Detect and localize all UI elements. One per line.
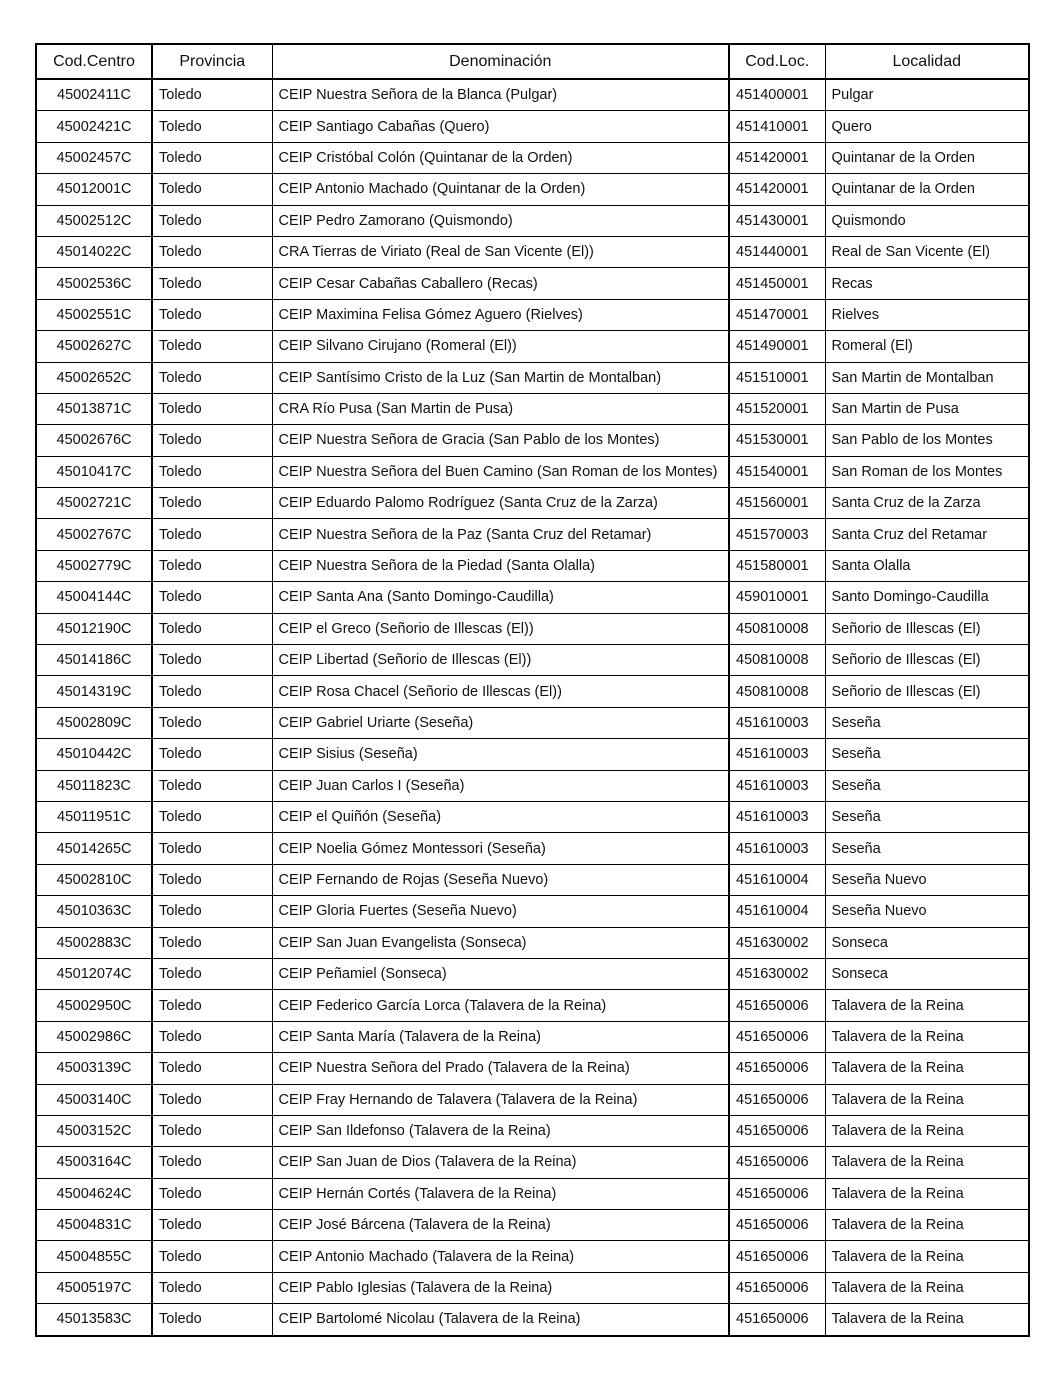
cod-centro-cell: 45002779C bbox=[36, 550, 152, 581]
cod-centro-cell: 45002652C bbox=[36, 362, 152, 393]
cod-loc-cell: 451510001 bbox=[729, 362, 825, 393]
denominacion-cell: CEIP Pablo Iglesias (Talavera de la Reina) bbox=[272, 1272, 729, 1303]
cod-loc-cell: 459010001 bbox=[729, 582, 825, 613]
localidad-cell: Seseña bbox=[825, 770, 1029, 801]
header-cod-loc: Cod.Loc. bbox=[729, 44, 825, 79]
localidad-cell: Señorio de Illescas (El) bbox=[825, 676, 1029, 707]
localidad-cell: Quero bbox=[825, 111, 1029, 142]
cod-centro-cell: 45012190C bbox=[36, 613, 152, 644]
denominacion-cell: CEIP Nuestra Señora del Buen Camino (San Roman de los Montes) bbox=[272, 456, 729, 487]
denominacion-cell: CEIP Pedro Zamorano (Quismondo) bbox=[272, 205, 729, 236]
localidad-cell: Santa Olalla bbox=[825, 550, 1029, 581]
cod-centro-cell: 45012001C bbox=[36, 174, 152, 205]
provincia-cell: Toledo bbox=[152, 864, 272, 895]
provincia-cell: Toledo bbox=[152, 519, 272, 550]
provincia-cell: Toledo bbox=[152, 676, 272, 707]
cod-loc-cell: 451650006 bbox=[729, 1210, 825, 1241]
table-row bbox=[36, 1115, 1029, 1146]
provincia-cell: Toledo bbox=[152, 707, 272, 738]
denominacion-cell: CEIP Fray Hernando de Talavera (Talavera de la Reina) bbox=[272, 1084, 729, 1115]
denominacion-cell: CEIP Antonio Machado (Quintanar de la Orden) bbox=[272, 174, 729, 205]
cod-loc-cell: 451650006 bbox=[729, 1178, 825, 1209]
denominacion-cell: CEIP Peñamiel (Sonseca) bbox=[272, 958, 729, 989]
localidad-cell: Quintanar de la Orden bbox=[825, 142, 1029, 173]
cod-loc-cell: 451440001 bbox=[729, 236, 825, 267]
provincia-cell: Toledo bbox=[152, 174, 272, 205]
denominacion-cell: CEIP Santiago Cabañas (Quero) bbox=[272, 111, 729, 142]
provincia-cell: Toledo bbox=[152, 393, 272, 424]
provincia-cell: Toledo bbox=[152, 1021, 272, 1052]
cod-loc-cell: 451490001 bbox=[729, 331, 825, 362]
cod-centro-cell: 45010417C bbox=[36, 456, 152, 487]
localidad-cell: Sonseca bbox=[825, 958, 1029, 989]
denominacion-cell: CEIP el Quiñón (Seseña) bbox=[272, 801, 729, 832]
denominacion-cell: CRA Tierras de Viriato (Real de San Vicente (El)) bbox=[272, 236, 729, 267]
schools-table bbox=[35, 43, 1030, 1337]
localidad-cell: Santa Cruz del Retamar bbox=[825, 519, 1029, 550]
cod-centro-cell: 45002950C bbox=[36, 990, 152, 1021]
cod-loc-cell: 451610003 bbox=[729, 770, 825, 801]
table-row bbox=[36, 268, 1029, 299]
table-row bbox=[36, 1147, 1029, 1178]
cod-centro-cell: 45002536C bbox=[36, 268, 152, 299]
denominacion-cell: CEIP Santísimo Cristo de la Luz (San Martin de Montalban) bbox=[272, 362, 729, 393]
provincia-cell: Toledo bbox=[152, 582, 272, 613]
cod-loc-cell: 451650006 bbox=[729, 1241, 825, 1272]
cod-loc-cell: 451610003 bbox=[729, 833, 825, 864]
cod-loc-cell: 451650006 bbox=[729, 1021, 825, 1052]
denominacion-cell: CEIP Eduardo Palomo Rodríguez (Santa Cruz de la Zarza) bbox=[272, 488, 729, 519]
provincia-cell: Toledo bbox=[152, 896, 272, 927]
localidad-cell: Sonseca bbox=[825, 927, 1029, 958]
table-row bbox=[36, 645, 1029, 676]
table-row bbox=[36, 1210, 1029, 1241]
denominacion-cell: CEIP San Juan de Dios (Talavera de la Reina) bbox=[272, 1147, 729, 1178]
table-row bbox=[36, 362, 1029, 393]
cod-loc-cell: 451470001 bbox=[729, 299, 825, 330]
localidad-cell: Señorio de Illescas (El) bbox=[825, 645, 1029, 676]
localidad-cell: Talavera de la Reina bbox=[825, 1053, 1029, 1084]
table-row bbox=[36, 519, 1029, 550]
cod-centro-cell: 45003139C bbox=[36, 1053, 152, 1084]
provincia-cell: Toledo bbox=[152, 550, 272, 581]
denominacion-cell: CEIP Noelia Gómez Montessori (Seseña) bbox=[272, 833, 729, 864]
provincia-cell: Toledo bbox=[152, 331, 272, 362]
localidad-cell: Talavera de la Reina bbox=[825, 990, 1029, 1021]
provincia-cell: Toledo bbox=[152, 1178, 272, 1209]
table-row bbox=[36, 990, 1029, 1021]
cod-centro-cell: 45002883C bbox=[36, 927, 152, 958]
localidad-cell: San Roman de los Montes bbox=[825, 456, 1029, 487]
cod-centro-cell: 45002411C bbox=[36, 79, 152, 111]
cod-loc-cell: 451650006 bbox=[729, 1272, 825, 1303]
denominacion-cell: CEIP Nuestra Señora de la Paz (Santa Cruz del Retamar) bbox=[272, 519, 729, 550]
table-row bbox=[36, 205, 1029, 236]
table-row bbox=[36, 488, 1029, 519]
table-row bbox=[36, 864, 1029, 895]
table-row bbox=[36, 331, 1029, 362]
localidad-cell: Seseña bbox=[825, 739, 1029, 770]
cod-loc-cell: 451580001 bbox=[729, 550, 825, 581]
denominacion-cell: CEIP Silvano Cirujano (Romeral (El)) bbox=[272, 331, 729, 362]
table-row bbox=[36, 1021, 1029, 1052]
table-row bbox=[36, 676, 1029, 707]
provincia-cell: Toledo bbox=[152, 1115, 272, 1146]
cod-loc-cell: 450810008 bbox=[729, 613, 825, 644]
provincia-cell: Toledo bbox=[152, 1053, 272, 1084]
cod-centro-cell: 45013871C bbox=[36, 393, 152, 424]
localidad-cell: Talavera de la Reina bbox=[825, 1115, 1029, 1146]
denominacion-cell: CEIP San Ildefonso (Talavera de la Reina) bbox=[272, 1115, 729, 1146]
provincia-cell: Toledo bbox=[152, 958, 272, 989]
cod-centro-cell: 45004144C bbox=[36, 582, 152, 613]
denominacion-cell: CEIP Cristóbal Colón (Quintanar de la Orden) bbox=[272, 142, 729, 173]
cod-centro-cell: 45005197C bbox=[36, 1272, 152, 1303]
cod-loc-cell: 451630002 bbox=[729, 927, 825, 958]
cod-centro-cell: 45002551C bbox=[36, 299, 152, 330]
localidad-cell: Seseña Nuevo bbox=[825, 864, 1029, 895]
localidad-cell: Seseña bbox=[825, 833, 1029, 864]
table-header bbox=[36, 44, 1029, 79]
provincia-cell: Toledo bbox=[152, 1210, 272, 1241]
denominacion-cell: CEIP el Greco (Señorio de Illescas (El)) bbox=[272, 613, 729, 644]
table-row bbox=[36, 236, 1029, 267]
cod-loc-cell: 451540001 bbox=[729, 456, 825, 487]
provincia-cell: Toledo bbox=[152, 1304, 272, 1336]
provincia-cell: Toledo bbox=[152, 425, 272, 456]
provincia-cell: Toledo bbox=[152, 456, 272, 487]
denominacion-cell: CEIP José Bárcena (Talavera de la Reina) bbox=[272, 1210, 729, 1241]
cod-centro-cell: 45010363C bbox=[36, 896, 152, 927]
denominacion-cell: CEIP Nuestra Señora del Prado (Talavera de la Reina) bbox=[272, 1053, 729, 1084]
cod-loc-cell: 451610003 bbox=[729, 739, 825, 770]
cod-centro-cell: 45002512C bbox=[36, 205, 152, 236]
denominacion-cell: CEIP Juan Carlos I (Seseña) bbox=[272, 770, 729, 801]
cod-loc-cell: 451530001 bbox=[729, 425, 825, 456]
cod-centro-cell: 45002627C bbox=[36, 331, 152, 362]
cod-loc-cell: 451630002 bbox=[729, 958, 825, 989]
denominacion-cell: CEIP Federico García Lorca (Talavera de la Reina) bbox=[272, 990, 729, 1021]
provincia-cell: Toledo bbox=[152, 362, 272, 393]
denominacion-cell: CEIP Antonio Machado (Talavera de la Reina) bbox=[272, 1241, 729, 1272]
cod-centro-cell: 45002457C bbox=[36, 142, 152, 173]
provincia-cell: Toledo bbox=[152, 770, 272, 801]
denominacion-cell: CEIP Bartolomé Nicolau (Talavera de la Reina) bbox=[272, 1304, 729, 1336]
localidad-cell: Seseña Nuevo bbox=[825, 896, 1029, 927]
localidad-cell: Santa Cruz de la Zarza bbox=[825, 488, 1029, 519]
localidad-cell: Seseña bbox=[825, 707, 1029, 738]
cod-centro-cell: 45002721C bbox=[36, 488, 152, 519]
denominacion-cell: CEIP Hernán Cortés (Talavera de la Reina) bbox=[272, 1178, 729, 1209]
localidad-cell: Talavera de la Reina bbox=[825, 1272, 1029, 1303]
cod-loc-cell: 450810008 bbox=[729, 676, 825, 707]
provincia-cell: Toledo bbox=[152, 1084, 272, 1115]
table-row bbox=[36, 896, 1029, 927]
denominacion-cell: CEIP Libertad (Señorio de Illescas (El)) bbox=[272, 645, 729, 676]
denominacion-cell: CRA Río Pusa (San Martin de Pusa) bbox=[272, 393, 729, 424]
localidad-cell: Santo Domingo-Caudilla bbox=[825, 582, 1029, 613]
cod-centro-cell: 45012074C bbox=[36, 958, 152, 989]
cod-loc-cell: 451650006 bbox=[729, 1084, 825, 1115]
denominacion-cell: CEIP Santa María (Talavera de la Reina) bbox=[272, 1021, 729, 1052]
denominacion-cell: CEIP Gloria Fuertes (Seseña Nuevo) bbox=[272, 896, 729, 927]
localidad-cell: Talavera de la Reina bbox=[825, 1241, 1029, 1272]
cod-loc-cell: 451430001 bbox=[729, 205, 825, 236]
cod-loc-cell: 451520001 bbox=[729, 393, 825, 424]
table-row bbox=[36, 550, 1029, 581]
table-row bbox=[36, 1084, 1029, 1115]
table-row bbox=[36, 1241, 1029, 1272]
cod-centro-cell: 45003140C bbox=[36, 1084, 152, 1115]
table-row bbox=[36, 801, 1029, 832]
denominacion-cell: CEIP Gabriel Uriarte (Seseña) bbox=[272, 707, 729, 738]
denominacion-cell: CEIP Santa Ana (Santo Domingo-Caudilla) bbox=[272, 582, 729, 613]
provincia-cell: Toledo bbox=[152, 645, 272, 676]
cod-centro-cell: 45014022C bbox=[36, 236, 152, 267]
provincia-cell: Toledo bbox=[152, 739, 272, 770]
localidad-cell: Recas bbox=[825, 268, 1029, 299]
header-localidad: Localidad bbox=[825, 44, 1029, 79]
table-row bbox=[36, 425, 1029, 456]
localidad-cell: Seseña bbox=[825, 801, 1029, 832]
header-cod-centro: Cod.Centro bbox=[36, 44, 152, 79]
localidad-cell: Señorio de Illescas (El) bbox=[825, 613, 1029, 644]
provincia-cell: Toledo bbox=[152, 205, 272, 236]
cod-centro-cell: 45014265C bbox=[36, 833, 152, 864]
denominacion-cell: CEIP Nuestra Señora de la Blanca (Pulgar) bbox=[272, 79, 729, 111]
localidad-cell: Pulgar bbox=[825, 79, 1029, 111]
cod-centro-cell: 45002809C bbox=[36, 707, 152, 738]
table-row bbox=[36, 1178, 1029, 1209]
table-row bbox=[36, 707, 1029, 738]
localidad-cell: Quismondo bbox=[825, 205, 1029, 236]
table-row bbox=[36, 958, 1029, 989]
cod-centro-cell: 45003164C bbox=[36, 1147, 152, 1178]
cod-loc-cell: 451560001 bbox=[729, 488, 825, 519]
cod-centro-cell: 45004855C bbox=[36, 1241, 152, 1272]
denominacion-cell: CEIP Cesar Cabañas Caballero (Recas) bbox=[272, 268, 729, 299]
cod-centro-cell: 45002676C bbox=[36, 425, 152, 456]
cod-loc-cell: 451610004 bbox=[729, 864, 825, 895]
cod-centro-cell: 45014319C bbox=[36, 676, 152, 707]
table-row bbox=[36, 142, 1029, 173]
provincia-cell: Toledo bbox=[152, 236, 272, 267]
provincia-cell: Toledo bbox=[152, 990, 272, 1021]
localidad-cell: San Pablo de los Montes bbox=[825, 425, 1029, 456]
cod-centro-cell: 45011823C bbox=[36, 770, 152, 801]
cod-loc-cell: 451610004 bbox=[729, 896, 825, 927]
cod-loc-cell: 451650006 bbox=[729, 1115, 825, 1146]
cod-loc-cell: 451400001 bbox=[729, 79, 825, 111]
denominacion-cell: CEIP Nuestra Señora de la Piedad (Santa Olalla) bbox=[272, 550, 729, 581]
cod-loc-cell: 451570003 bbox=[729, 519, 825, 550]
provincia-cell: Toledo bbox=[152, 488, 272, 519]
provincia-cell: Toledo bbox=[152, 1272, 272, 1303]
cod-loc-cell: 451650006 bbox=[729, 990, 825, 1021]
localidad-cell: Talavera de la Reina bbox=[825, 1178, 1029, 1209]
table-row bbox=[36, 393, 1029, 424]
cod-centro-cell: 45011951C bbox=[36, 801, 152, 832]
table-body bbox=[36, 79, 1029, 1336]
localidad-cell: Talavera de la Reina bbox=[825, 1021, 1029, 1052]
localidad-cell: Talavera de la Reina bbox=[825, 1210, 1029, 1241]
cod-loc-cell: 450810008 bbox=[729, 645, 825, 676]
table-row bbox=[36, 770, 1029, 801]
localidad-cell: Talavera de la Reina bbox=[825, 1147, 1029, 1178]
denominacion-cell: CEIP Fernando de Rojas (Seseña Nuevo) bbox=[272, 864, 729, 895]
cod-loc-cell: 451450001 bbox=[729, 268, 825, 299]
localidad-cell: San Martin de Montalban bbox=[825, 362, 1029, 393]
table-row bbox=[36, 456, 1029, 487]
provincia-cell: Toledo bbox=[152, 1147, 272, 1178]
cod-loc-cell: 451650006 bbox=[729, 1304, 825, 1336]
table-row bbox=[36, 1272, 1029, 1303]
cod-centro-cell: 45002986C bbox=[36, 1021, 152, 1052]
cod-centro-cell: 45014186C bbox=[36, 645, 152, 676]
localidad-cell: Talavera de la Reina bbox=[825, 1304, 1029, 1336]
provincia-cell: Toledo bbox=[152, 927, 272, 958]
cod-centro-cell: 45002810C bbox=[36, 864, 152, 895]
table-row bbox=[36, 111, 1029, 142]
cod-loc-cell: 451610003 bbox=[729, 801, 825, 832]
cod-loc-cell: 451420001 bbox=[729, 174, 825, 205]
provincia-cell: Toledo bbox=[152, 613, 272, 644]
localidad-cell: Quintanar de la Orden bbox=[825, 174, 1029, 205]
provincia-cell: Toledo bbox=[152, 1241, 272, 1272]
cod-centro-cell: 45003152C bbox=[36, 1115, 152, 1146]
localidad-cell: Talavera de la Reina bbox=[825, 1084, 1029, 1115]
table-row bbox=[36, 79, 1029, 111]
provincia-cell: Toledo bbox=[152, 111, 272, 142]
denominacion-cell: CEIP Sisius (Seseña) bbox=[272, 739, 729, 770]
localidad-cell: Romeral (El) bbox=[825, 331, 1029, 362]
denominacion-cell: CEIP Maximina Felisa Gómez Aguero (Rielves) bbox=[272, 299, 729, 330]
cod-loc-cell: 451420001 bbox=[729, 142, 825, 173]
table-row bbox=[36, 582, 1029, 613]
localidad-cell: Real de San Vicente (El) bbox=[825, 236, 1029, 267]
provincia-cell: Toledo bbox=[152, 833, 272, 864]
cod-centro-cell: 45013583C bbox=[36, 1304, 152, 1336]
cod-loc-cell: 451410001 bbox=[729, 111, 825, 142]
provincia-cell: Toledo bbox=[152, 801, 272, 832]
table-row bbox=[36, 927, 1029, 958]
localidad-cell: Rielves bbox=[825, 299, 1029, 330]
denominacion-cell: CEIP San Juan Evangelista (Sonseca) bbox=[272, 927, 729, 958]
header-denominacion: Denominación bbox=[272, 44, 729, 79]
denominacion-cell: CEIP Rosa Chacel (Señorio de Illescas (El)) bbox=[272, 676, 729, 707]
provincia-cell: Toledo bbox=[152, 142, 272, 173]
provincia-cell: Toledo bbox=[152, 79, 272, 111]
cod-centro-cell: 45010442C bbox=[36, 739, 152, 770]
table-row bbox=[36, 299, 1029, 330]
cod-loc-cell: 451650006 bbox=[729, 1053, 825, 1084]
cod-loc-cell: 451610003 bbox=[729, 707, 825, 738]
table-row bbox=[36, 739, 1029, 770]
table-row bbox=[36, 613, 1029, 644]
provincia-cell: Toledo bbox=[152, 299, 272, 330]
cod-loc-cell: 451650006 bbox=[729, 1147, 825, 1178]
localidad-cell: San Martin de Pusa bbox=[825, 393, 1029, 424]
table-row bbox=[36, 1304, 1029, 1336]
cod-centro-cell: 45004831C bbox=[36, 1210, 152, 1241]
cod-centro-cell: 45002421C bbox=[36, 111, 152, 142]
cod-centro-cell: 45002767C bbox=[36, 519, 152, 550]
table-row bbox=[36, 1053, 1029, 1084]
table-row bbox=[36, 174, 1029, 205]
table-row bbox=[36, 833, 1029, 864]
header-row bbox=[36, 44, 1029, 79]
header-provincia: Provincia bbox=[152, 44, 272, 79]
provincia-cell: Toledo bbox=[152, 268, 272, 299]
cod-centro-cell: 45004624C bbox=[36, 1178, 152, 1209]
denominacion-cell: CEIP Nuestra Señora de Gracia (San Pablo de los Montes) bbox=[272, 425, 729, 456]
